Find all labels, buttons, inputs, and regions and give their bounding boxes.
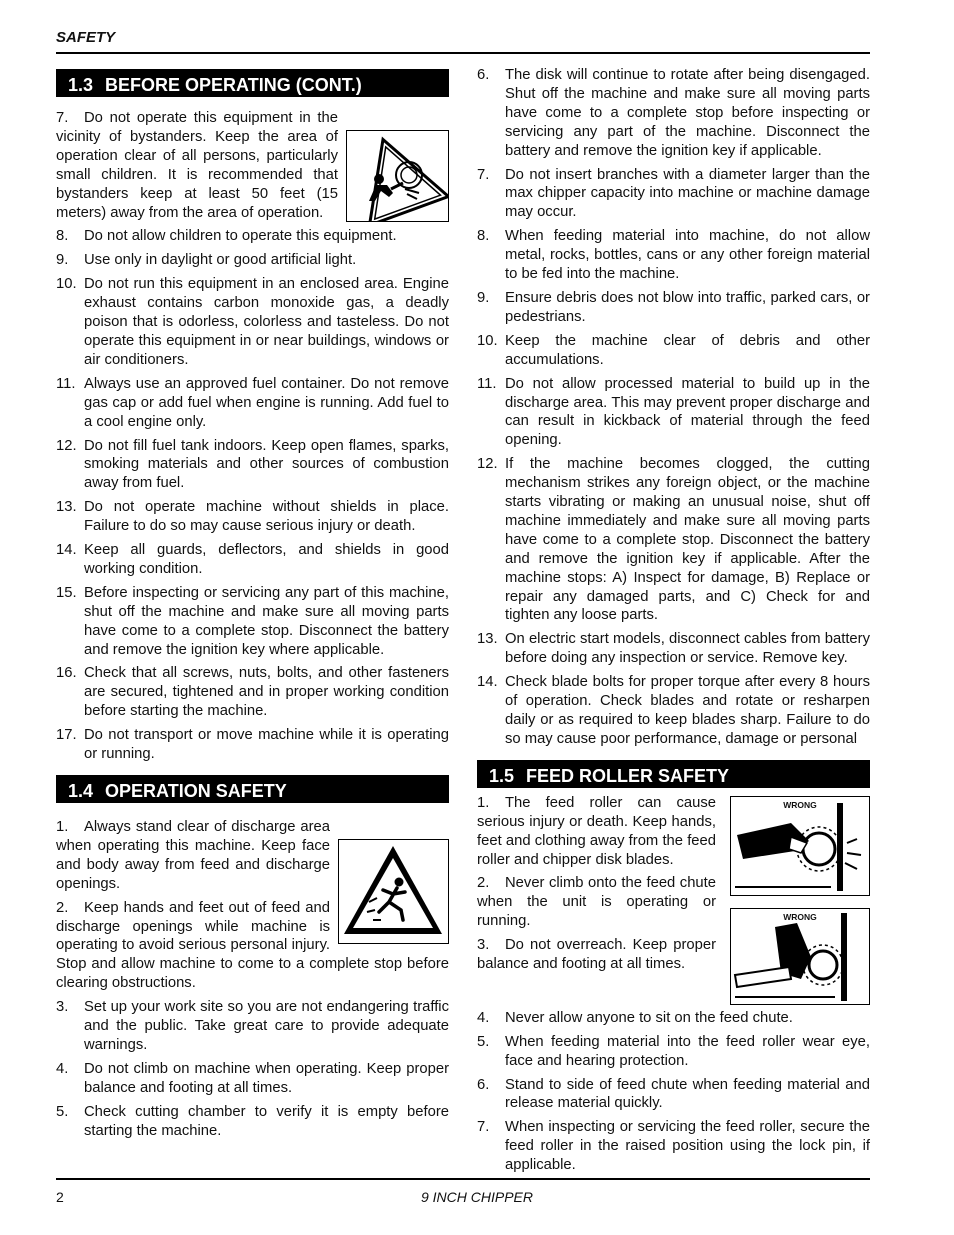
list-item: 15. Before inspecting or servicing any part of this machine, shut off the machine and make sure all moving parts have come to a complete stop. Disconnect the battery and remove the ignition key where applicable. xyxy=(56,584,449,658)
list-item: 4. Never allow anyone to sit on the feed chute. xyxy=(477,1009,793,1026)
list-item: 13. Do not operate machine without shields in place. Failure to do so may cause serious injury or death. xyxy=(56,499,449,535)
list-item: 7. Do not insert branches with a diameter larger than the max chipper capacity into machine or machine damage may occur. xyxy=(477,166,870,221)
climbing-feed-chute-illustration xyxy=(731,909,869,1004)
list-operation-safety xyxy=(56,818,449,1141)
bystander-warning-sign xyxy=(346,130,449,222)
list-item: 10. Do not run this equipment in an enclosed area. Engine exhaust contains carbon monoxide gas, a deadly poison that is odorless, colorless and tasteless. Do not operate this equipment in or near buildings, windows or air conditioners. xyxy=(56,276,449,368)
figure-label-wrong: WRONG xyxy=(783,911,817,922)
page-number: 2 xyxy=(56,1189,64,1205)
section-heading-1-4 xyxy=(56,775,449,803)
list-item: 8. Do not allow children to operate this equipment. xyxy=(56,228,397,245)
section-heading-1-3 xyxy=(56,69,449,97)
list-item: 12. Do not fill fuel tank indoors. Keep open flames, sparks, smoking materials and other sources of combustion away from fuel. xyxy=(56,437,449,492)
wrong-figure-hand-in-roller xyxy=(730,796,870,896)
list-item: 3. Do not overreach. Keep proper balance and footing at all times. xyxy=(477,937,716,973)
list-operation-safety-continued xyxy=(477,66,870,749)
list-item: 1. Always stand clear of discharge area when operating this machine. Keep face and body away from feed and discharge openings. xyxy=(56,818,449,894)
list-item: 2. Never climb onto the feed chute when the unit is operating or running. xyxy=(477,875,716,930)
list-item: 4. Do not climb on machine when operating. Keep proper balance and footing at all times. xyxy=(56,1060,449,1096)
list-item: 9. Ensure debris does not blow into traffic, parked cars, or pedestrians. xyxy=(477,289,870,325)
footer-document-title: 9 INCH CHIPPER xyxy=(420,1189,534,1205)
list-item: 6. Stand to side of feed chute when feeding material and release material quickly. xyxy=(477,1076,870,1112)
bystander-hazard-icon xyxy=(347,131,448,221)
list-item: 13. On electric start models, disconnect cables from battery before doing any inspection or service. Remove key. xyxy=(477,631,870,667)
list-item: 12. If the machine becomes clogged, the cutting mechanism strikes any foreign object, or the machine starts vibrating or making an unusual noise, shut off machine immediately and make sure all moving parts have come to a complete stop. Disconnect the battery and remove the ignition key if applicable. After the machine stops: A) Inspect for damage, B) Replace or repair any damaged parts, and C) Check for and tighten any loose parts. xyxy=(477,456,870,624)
section-number: 1.4 xyxy=(68,781,94,801)
list-item: 7. Do not operate this equipment in the vicinity of bystanders. Keep the area of operation clear of all persons, particularly small children. It is recommended that bystanders keep at least 50 feet (15 meters) away from the area of operation. xyxy=(56,109,449,222)
feed-roller-content xyxy=(477,794,870,1175)
list-item: 14. Check blade bolts for proper torque after every 8 hours of operation. Check blades and rotate or resharpen daily or as required to keep blades sharp. Failure to do so may cause poor performance, damage or personal xyxy=(477,674,870,747)
section-title: OPERATION SAFETY xyxy=(105,781,287,801)
footer-rule xyxy=(56,1178,870,1180)
list-item: 8. When feeding material into machine, do not allow metal, rocks, bottles, cans or any other foreign material to be fed into the machine. xyxy=(477,228,870,283)
list-item: 9. Use only in daylight or good artificial light. xyxy=(56,252,357,269)
list-item: 10. Keep the machine clear of debris and other accumulations. xyxy=(477,332,870,368)
section-number: 1.3 xyxy=(68,75,94,95)
section-title: FEED ROLLER SAFETY xyxy=(526,765,730,786)
list-item: 17. Do not transport or move machine while it is operating or running. xyxy=(56,727,449,763)
list-item: 5. Check cutting chamber to verify it is empty before starting the machine. xyxy=(56,1103,449,1139)
list-item: 11. Do not allow processed material to build up in the discharge area. This may prevent proper discharge and can result in kickback of material through the feed opening. xyxy=(477,375,870,449)
right-column xyxy=(477,66,870,1180)
running-header-section: SAFETY xyxy=(56,29,116,46)
left-column xyxy=(56,69,449,1146)
list-item: 3. Set up your work site so you are not endangering traffic and the public. Take great care to provide adequate warnings. xyxy=(56,999,449,1053)
list-item: 11. Always use an approved fuel container. Do not remove gas cap or add fuel when engine is running. Add fuel to a cool engine only. xyxy=(56,375,449,430)
section-number: 1.5 xyxy=(489,765,515,786)
list-item: 6. The disk will continue to rotate after being disengaged. Shut off the machine and make sure all moving parts have come to a complete stop before inspecting or servicing any part of the machine. Disconnect the battery and remove the ignition key if applicable. xyxy=(477,67,870,159)
item-text: Do not operate this equipment in the vicinity of bystanders. Keep the area of operation clear of all persons, particularly small children. It is recommended that bystanders keep at least 50 feet (15 meters) away from the area of operation. xyxy=(56,110,338,221)
list-item: 5. When feeding material into the feed roller wear eye, face and hearing protection. xyxy=(477,1033,870,1069)
list-before-operating xyxy=(56,109,449,764)
list-item: 2. Keep hands and feet out of feed and discharge openings while machine is operating to avoid serious personal injury. Stop and allow machine to come to a complete stop before clearing obstructions. xyxy=(56,899,449,992)
header-rule xyxy=(56,52,870,54)
hand-near-roller-illustration xyxy=(731,797,869,895)
wrong-figure-climbing-chute xyxy=(730,908,870,1005)
kickback-warning-sign xyxy=(338,839,449,944)
list-item: 16. Check that all screws, nuts, bolts, and other fasteners are secured, tightened and in proper working condition before starting the machine. xyxy=(56,665,449,720)
thrown-object-hazard-icon xyxy=(339,840,448,943)
list-item: 7. When inspecting or servicing the feed roller, secure the feed roller in the raised position using the lock pin, if applicable. xyxy=(477,1119,870,1174)
list-item: 1. The feed roller can cause serious injury or death. Keep hands, feet and clothing away from the feed roller and chipper disk blades. xyxy=(477,794,716,868)
section-title: BEFORE OPERATING (CONT.) xyxy=(105,75,362,95)
list-item: 14. Keep all guards, deflectors, and shields in good working condition. xyxy=(56,542,449,577)
figure-label-wrong: WRONG xyxy=(783,799,817,810)
section-heading-1-5 xyxy=(477,760,870,788)
